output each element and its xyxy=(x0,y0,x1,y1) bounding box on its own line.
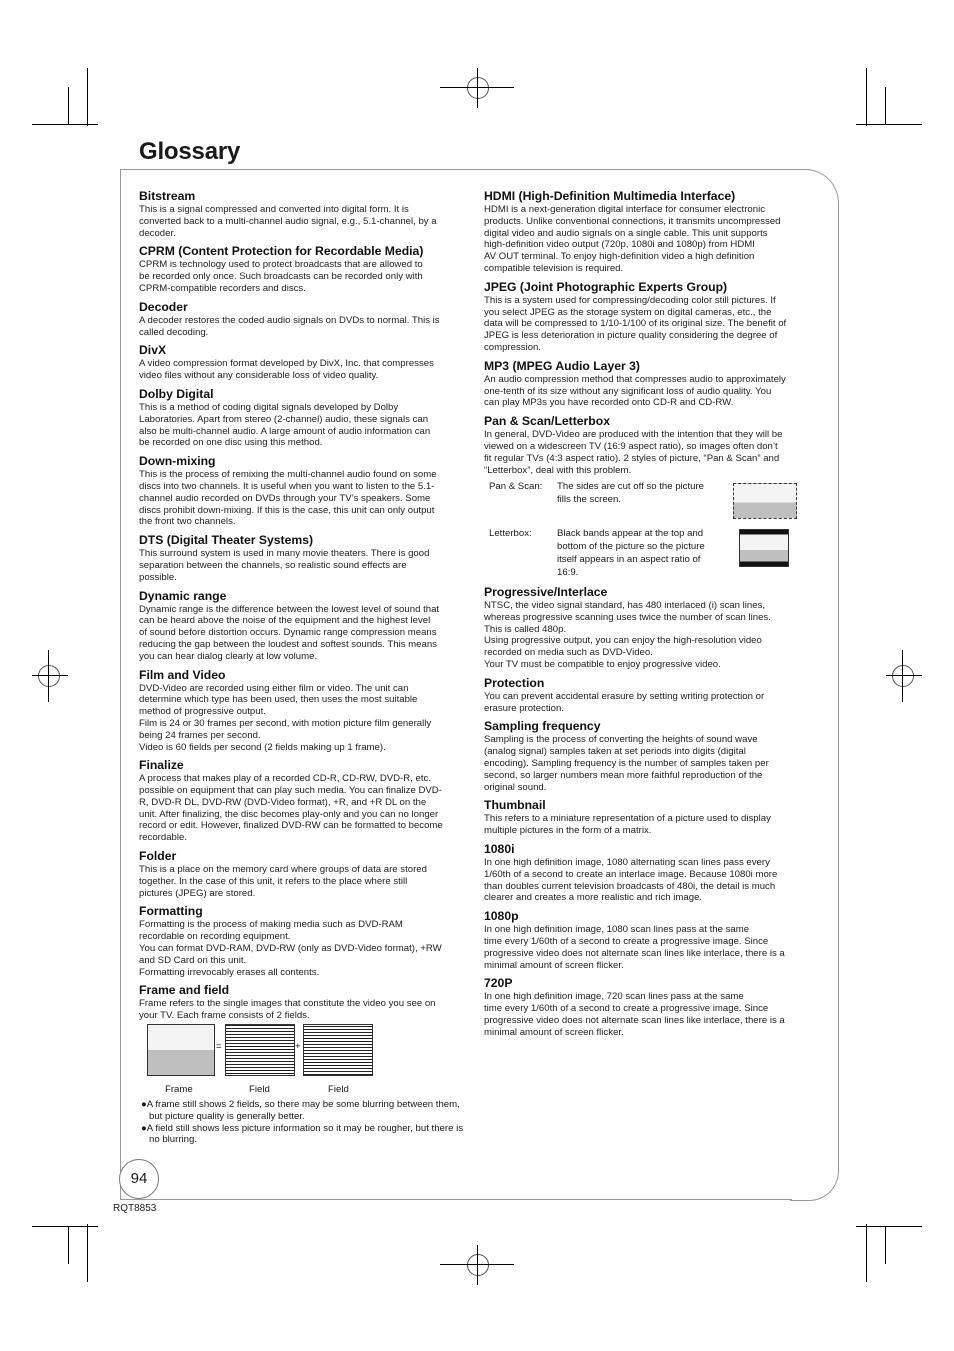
frame-illustration xyxy=(147,1024,215,1076)
crop-mark xyxy=(87,1224,88,1282)
glossary-definition: A decoder restores the coded audio signals on DVDs to normal. This is called decoding. xyxy=(139,314,440,338)
glossary-definition: HDMI is a next-generation digital interface for consumer electronic products. Unlike conventional connections, it transmits uncompressed digital video and audio signals on a single cable. This unit supports high-definition video output (720p, 1080i and 1080p) from HDMI AV OUT terminal. To enjoy high-definition video a high definition compatible television is required. xyxy=(484,204,781,274)
glossary-term: Frame and field xyxy=(139,983,230,998)
glossary-entry xyxy=(484,676,814,715)
glossary-entry xyxy=(139,189,469,239)
glossary-term: 720P xyxy=(484,976,513,991)
registration-mark-icon xyxy=(467,1254,489,1276)
glossary-definition: Frame refers to the single images that constitute the video you see on your TV. Each frame consists of 2 fields. xyxy=(139,998,436,1022)
page-number: 94 xyxy=(119,1159,159,1199)
glossary-entry xyxy=(484,909,814,971)
figure-notes xyxy=(139,1099,465,1146)
glossary-definition: Sampling is the process of converting the heights of sound wave (analog signal) samples taken at set periods into digits (digital encoding). Sampling frequency is the number of samples taken per second, so larger numbers mean more faithful reproduction of the original sound. xyxy=(484,734,769,793)
glossary-term: Pan & Scan/Letterbox xyxy=(484,414,610,429)
crop-mark xyxy=(885,87,886,125)
glossary-term: MP3 (MPEG Audio Layer 3) xyxy=(484,358,640,373)
glossary-entry xyxy=(139,454,469,528)
glossary-term: Protection xyxy=(484,675,545,690)
glossary-definition: In one high definition image, 1080 scan lines pass at the same time every 1/60th of a second to create a progressive image. Since progressive video does not alternate scan lines like interlace, there is a minimal amount of screen flicker. xyxy=(484,924,785,971)
pan-scan-illustration xyxy=(733,483,797,519)
glossary-term: Sampling frequency xyxy=(484,719,601,734)
glossary-definition: DVD-Video are recorded using either film or video. The unit can determine which type has been used, then uses the most suitable method of progressive output. Film is 24 or 30 frames per second, with motion picture film generally being 24 frames per second. Video is 60 fields per second (2 fields making up 1 frame). xyxy=(139,682,432,753)
glossary-entry xyxy=(139,244,469,294)
pan-scan-label: Pan & Scan: xyxy=(489,481,543,492)
glossary-definition: In one high definition image, 720 scan lines pass at the same time every 1/60th of a second to create a progressive image. Since progressive video does not alternate scan lines like interlace, there is a minimal amount of screen flicker. xyxy=(484,991,785,1038)
content-frame-border xyxy=(120,1199,792,1200)
registration-mark-icon xyxy=(892,665,914,687)
glossary-entry xyxy=(139,300,469,339)
glossary-entry xyxy=(484,798,814,837)
bullet-note: ●A frame still shows 2 fields, so there may be some blurring between them, but picture quality is generally better. xyxy=(141,1099,460,1122)
glossary-term: JPEG (Joint Photographic Experts Group) xyxy=(484,279,728,294)
glossary-term: Decoder xyxy=(139,299,188,314)
glossary-definition: This surround system is used in many movie theaters. There is good separation between the channels, so realistic sound effects are possible. xyxy=(139,548,430,583)
content-frame-corner xyxy=(790,1150,839,1201)
glossary-term: Folder xyxy=(139,849,177,864)
glossary-definition: Formatting is the process of making media such as DVD-RAM recordable on recording equipment. You can format DVD-RAM, DVD-RW (only as DVD-Video format), +RW and SD Card on this unit. Formatting irrevocably erases all contents. xyxy=(139,919,442,978)
glossary-term: Bitstream xyxy=(139,189,196,203)
glossary-term: Film and Video xyxy=(139,667,226,682)
glossary-entry xyxy=(484,280,814,354)
glossary-term: HDMI (High-Definition Multimedia Interface) xyxy=(484,189,736,203)
bullet-note: ●A field still shows less picture information so it may be rougher, but there is no blurring. xyxy=(141,1122,464,1146)
glossary-term: Thumbnail xyxy=(484,798,546,813)
glossary-entry xyxy=(139,668,469,754)
letterbox-illustration xyxy=(739,529,789,567)
glossary-left-column xyxy=(139,189,469,1027)
document-code: RQT8853 xyxy=(113,1203,157,1214)
glossary-entry xyxy=(139,589,469,663)
pan-scan-description: The sides are cut off so the picture fills the screen. xyxy=(557,481,705,505)
glossary-term: Finalize xyxy=(139,758,184,773)
crop-mark xyxy=(87,68,88,126)
glossary-definition: You can prevent accidental erasure by setting writing protection or erasure protection. xyxy=(484,690,765,714)
crop-mark xyxy=(866,1224,867,1282)
glossary-term: Dynamic range xyxy=(139,588,227,603)
crop-mark xyxy=(856,1226,922,1227)
glossary-entry xyxy=(484,585,814,671)
glossary-definition: In general, DVD-Video are produced with the intention that they will be viewed on a widescreen TV (16:9 aspect ratio), so images often don’t fit regular TVs (4:3 aspect ratio). 2 styles of picture, “Pan & Scan” and “Letterbox”, deal with this problem. xyxy=(484,429,783,476)
page-title: Glossary xyxy=(139,138,241,165)
glossary-right-column-lower xyxy=(484,585,814,1044)
glossary-entry xyxy=(139,533,469,583)
glossary-right-column xyxy=(484,189,814,481)
glossary-definition: An audio compression method that compresses audio to approximately one-tenth of its size without any significant loss of audio quality. You can play MP3s you have recorded onto CD-R and CD-RW. xyxy=(484,373,786,409)
glossary-definition: This is a place on the memory card where groups of data are stored together. In the case of this unit, it refers to the place where still pictures (JPEG) are stored. xyxy=(139,864,427,899)
crop-mark xyxy=(885,1226,886,1264)
letterbox-description: Black bands appear at the top and bottom of the picture so the picture itself appears in an aspect ratio of 16:9. xyxy=(557,528,705,578)
letterbox-label: Letterbox: xyxy=(489,528,532,539)
crop-mark xyxy=(477,1245,478,1285)
crop-mark xyxy=(32,675,68,676)
glossary-entry xyxy=(139,387,469,449)
glossary-entry xyxy=(484,414,814,476)
operator-plus: + xyxy=(295,1041,301,1052)
glossary-definition: This refers to a miniature representation of a picture used to display multiple pictures in the form of a matrix. xyxy=(484,813,771,837)
content-frame-border xyxy=(120,169,810,170)
glossary-entry xyxy=(484,976,814,1038)
figure-caption: Field xyxy=(249,1084,270,1095)
glossary-definition: This is a system used for compressing/decoding color still pictures. If you select JPEG as the storage system on digital cameras, etc., the data will be compressed to 1/10-1/100 of its original size. The benefit of JPEG is less deterioration in picture quality considering the degree of compression. xyxy=(484,294,787,353)
glossary-entry xyxy=(139,904,469,978)
glossary-entry xyxy=(139,849,469,899)
registration-mark-icon xyxy=(467,77,489,99)
glossary-definition: NTSC, the video signal standard, has 480 interlaced (i) scan lines, whereas progressive scanning uses twice the number of scan lines. This is called 480p. Using progressive output, you can enjoy the high-resolution video recorded on media such as DVD-Video. Your TV must be compatible to enjoy progressive video. xyxy=(484,600,771,670)
figure-caption: Field xyxy=(328,1084,349,1095)
glossary-definition: CPRM is technology used to protect broadcasts that are allowed to be recorded only once. Such broadcasts can be recorded only with CPRM-compatible recorders and discs. xyxy=(139,259,423,294)
crop-mark xyxy=(32,124,98,125)
crop-mark xyxy=(32,1226,98,1227)
glossary-definition: This is a signal compressed and converted into digital form. It is converted back to a multi-channel audio signal, e.g., 5.1-channel, by a decoder. xyxy=(139,204,437,239)
crop-mark xyxy=(48,650,49,702)
crop-mark xyxy=(886,675,922,676)
crop-mark xyxy=(477,68,478,108)
glossary-entry xyxy=(484,359,814,409)
crop-mark xyxy=(68,87,69,125)
glossary-term: CPRM (Content Protection for Recordable Media) xyxy=(139,244,424,259)
crop-mark xyxy=(866,68,867,126)
glossary-entry xyxy=(139,758,469,844)
crop-mark xyxy=(902,650,903,702)
field-illustration xyxy=(225,1024,295,1076)
figure-caption: Frame xyxy=(165,1084,193,1095)
glossary-term: 1080p xyxy=(484,909,519,924)
glossary-definition: Dynamic range is the difference between the lowest level of sound that can be heard above the noise of the equipment and the highest level of sound before distortion occurs. Dynamic range compression means reducing the gap between the loudest and softest sounds. This means you can hear dialog clearly at low volume. xyxy=(139,603,440,662)
crop-mark xyxy=(856,124,922,125)
content-frame-border xyxy=(838,210,839,1170)
glossary-entry xyxy=(484,719,814,793)
glossary-definition: In one high definition image, 1080 alternating scan lines pass every 1/60th of a second to create an interlace image. Because 1080i more than doubles current television broadcasts of 480i, the detail is much clearer and creates a more realistic and rich image. xyxy=(484,856,778,904)
glossary-term: DivX xyxy=(139,343,167,358)
glossary-term: 1080i xyxy=(484,841,515,856)
operator-equals: = xyxy=(216,1041,222,1052)
glossary-definition: A process that makes play of a recorded CD-R, CD-RW, DVD-R, etc. possible on equipment that can play such media. You can finalize DVD- R, DVD-R DL, DVD-RW (DVD-Video format), +R, and +R DL on the unit. After finalizing, the disc becomes play-only and you can no longer record or edit. However, finalized DVD-RW can be formatted to become recordable. xyxy=(139,773,443,844)
glossary-definition: This is the process of remixing the multi-channel audio found on some discs into two channels. It is useful when you want to listen to the 5.1- channel audio recorded on DVDs through your TV’s speakers. Some discs prohibit down-mixing. If this is the case, this unit can only output the front two channels. xyxy=(139,469,437,528)
glossary-definition: This is a method of coding digital signals developed by Dolby Laboratories. Apart from stereo (2-channel) audio, these signals can also be multi-channel audio. A large amount of audio information can be recorded on one disc using this method. xyxy=(139,401,431,449)
glossary-entry xyxy=(139,983,469,1022)
glossary-definition: A video compression format developed by DivX, Inc. that compresses video files without any considerable loss of video quality. xyxy=(139,358,434,382)
glossary-term: Dolby Digital xyxy=(139,386,214,401)
field-illustration xyxy=(303,1024,373,1076)
glossary-entry xyxy=(484,842,814,904)
crop-mark xyxy=(68,1226,69,1264)
content-frame-border xyxy=(120,169,121,1199)
glossary-term: Formatting xyxy=(139,904,203,919)
registration-mark-icon xyxy=(38,665,60,687)
glossary-term: Down-mixing xyxy=(139,454,216,469)
glossary-term: Progressive/Interlace xyxy=(484,585,608,599)
glossary-entry xyxy=(139,343,469,382)
glossary-entry xyxy=(484,189,814,275)
glossary-term: DTS (Digital Theater Systems) xyxy=(139,533,314,548)
